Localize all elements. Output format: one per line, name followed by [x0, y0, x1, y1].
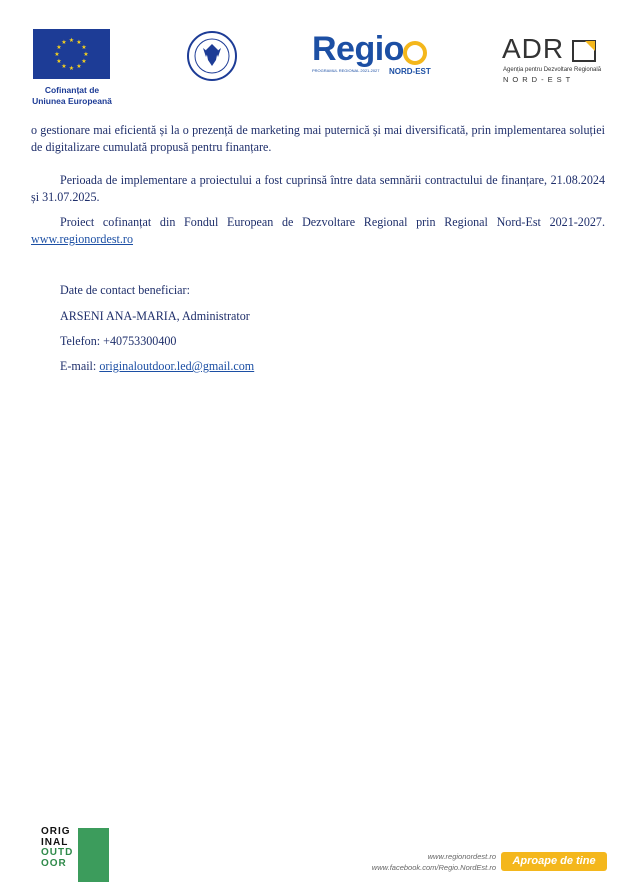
coat-of-arms-icon — [186, 30, 238, 82]
contact-email-label: E-mail: — [60, 359, 97, 373]
svg-text:★: ★ — [76, 39, 82, 46]
footer-facebook-link[interactable]: www.facebook.com/Regio.NordEst.ro — [371, 863, 496, 872]
regio-circle-icon — [402, 40, 428, 66]
regio-logo-text: Regio — [312, 30, 404, 68]
logo-line-4: OOR — [41, 857, 67, 869]
contact-phone: Telefon: +40753300400 — [60, 334, 177, 348]
slogan-badge: Aproape de tine — [501, 852, 607, 871]
adr-logo-text: ADR — [502, 33, 565, 64]
svg-text:★: ★ — [54, 51, 60, 58]
svg-text:★: ★ — [56, 58, 62, 65]
svg-text:★: ★ — [81, 44, 87, 51]
romanian-government-seal — [186, 30, 238, 82]
contact-email-row — [60, 359, 254, 374]
svg-text:★: ★ — [81, 58, 87, 65]
regio-region-label: NORD-EST — [389, 67, 431, 76]
original-outdoor-logo-block — [78, 828, 109, 882]
contact-heading: Date de contact beneficiar: — [60, 283, 190, 297]
footer-links — [330, 851, 496, 873]
svg-text:★: ★ — [56, 44, 62, 51]
logo-line-1: ORIG — [41, 826, 71, 837]
logo-line-2: INAL — [41, 836, 69, 848]
logo-line-3: OUTD — [41, 847, 74, 858]
paragraph-cofinancing — [31, 214, 605, 248]
svg-text:★: ★ — [61, 63, 67, 70]
svg-text:★: ★ — [68, 65, 75, 72]
adr-region-label: NORD-EST — [503, 75, 575, 84]
svg-text:★: ★ — [68, 37, 75, 44]
adr-square-icon — [572, 40, 596, 62]
regio-program-label: PROGRAMUL REGIONAL 2021-2027 — [312, 68, 380, 73]
regionordest-link[interactable]: www.regionordest.ro — [31, 232, 133, 246]
contact-email-link[interactable]: originaloutdoor.led@gmail.com — [99, 359, 255, 373]
contact-name: ARSENI ANA-MARIA, Administrator — [60, 309, 250, 323]
original-outdoor-logo — [41, 827, 73, 869]
eu-caption — [20, 85, 124, 107]
footer-site-link[interactable]: www.regionordest.ro — [427, 852, 496, 861]
eu-flag-logo — [33, 29, 110, 79]
svg-text:★: ★ — [83, 51, 89, 58]
cofinancing-text: Proiect cofinanțat din Fondul European de Dezvoltare Regional prin Regional Nord-Est 2021-2027. — [60, 215, 605, 229]
svg-text:★: ★ — [76, 63, 82, 70]
svg-text:★: ★ — [61, 39, 67, 46]
paragraph-implementation-period: Perioada de implementare a proiectului a fost cuprinsă între data semnării contractului de finanțare, 21.08.2024 și 31.07.2025. — [31, 173, 605, 204]
paragraph-digitalization: o gestionare mai eficientă și la o prezență de marketing mai puternică și mai diversificată, prin implementarea soluției de digitalizare cumulată propusă pentru finanțare. — [31, 123, 605, 154]
eu-stars-icon — [33, 29, 110, 79]
eu-caption-line-1: Cofinanțat de — [44, 85, 100, 95]
adr-subtitle: Agenția pentru Dezvoltare Regională — [503, 67, 602, 73]
eu-caption-line-2: Uniunea Europeană — [32, 96, 112, 106]
